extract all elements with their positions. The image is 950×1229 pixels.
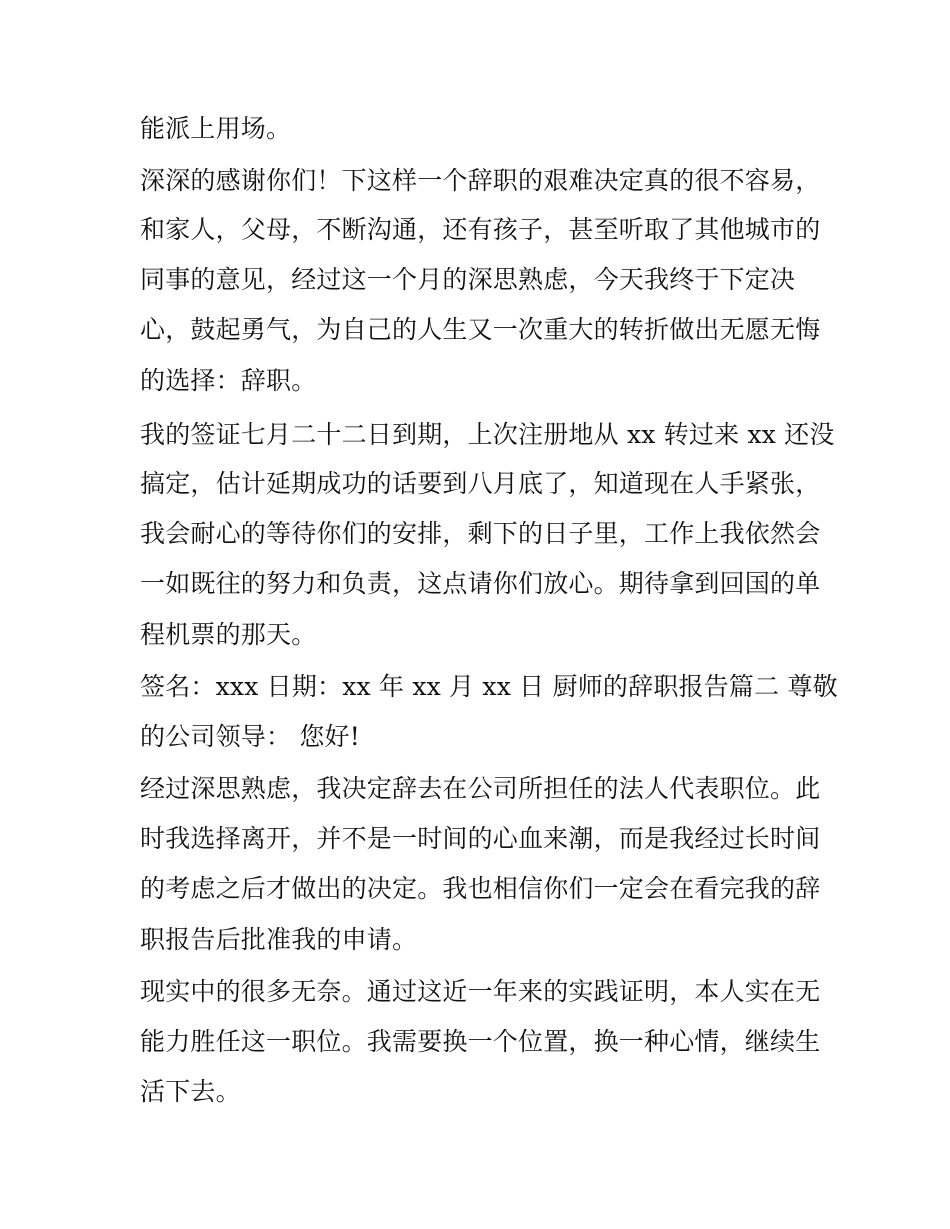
text-line: 搞定，估计延期成功的话要到八月底了，知道现在人手紧张， (140, 469, 821, 498)
text-line: 的公司领导： 您好! (140, 722, 360, 751)
text-line: 签名：xxx 日期：xx 年 xx 月 xx 日 厨师的辞职报告篇二 尊敬 (140, 672, 838, 701)
text-line: 一如既往的努力和负责，这点请你们放心。期待拿到回国的单 (140, 569, 821, 598)
text-line: 深深的感谢你们！下这样一个辞职的艰难决定真的很不容易， (140, 166, 821, 195)
text-line: 时我选择离开，并不是一时间的心血来潮，而是我经过长时间 (140, 824, 821, 853)
text-line: 能派上用场。 (140, 114, 292, 143)
text-line: 能力胜任这一职位。我需要换一个位置，换一种心情，继续生 (140, 1027, 821, 1056)
text-line: 现实中的很多无奈。通过这近一年来的实践证明，本人实在无 (140, 977, 821, 1006)
text-line: 我的签证七月二十二日到期，上次注册地从 xx 转过来 xx 还没 (140, 420, 835, 449)
text-line: 同事的意见，经过这一个月的深思熟虑，今天我终于下定决 (140, 265, 796, 294)
text-line: 心，鼓起勇气，为自己的人生又一次重大的转折做出无愿无悔 (140, 315, 821, 344)
text-line: 的考虑之后才做出的决定。我也相信你们一定会在看完我的辞 (140, 874, 821, 903)
text-line: 和家人，父母，不断沟通，还有孩子，甚至听取了其他城市的 (140, 215, 821, 244)
text-line: 我会耐心的等待你们的安排，剩下的日子里，工作上我依然会 (140, 519, 821, 548)
text-line: 的选择：辞职。 (140, 366, 317, 395)
text-line: 程机票的那天。 (140, 620, 317, 649)
text-line: 活下去。 (140, 1077, 241, 1106)
text-line: 经过深思熟虑，我决定辞去在公司所担任的法人代表职位。此 (140, 774, 821, 803)
text-line: 职报告后批准我的申请。 (140, 925, 418, 954)
